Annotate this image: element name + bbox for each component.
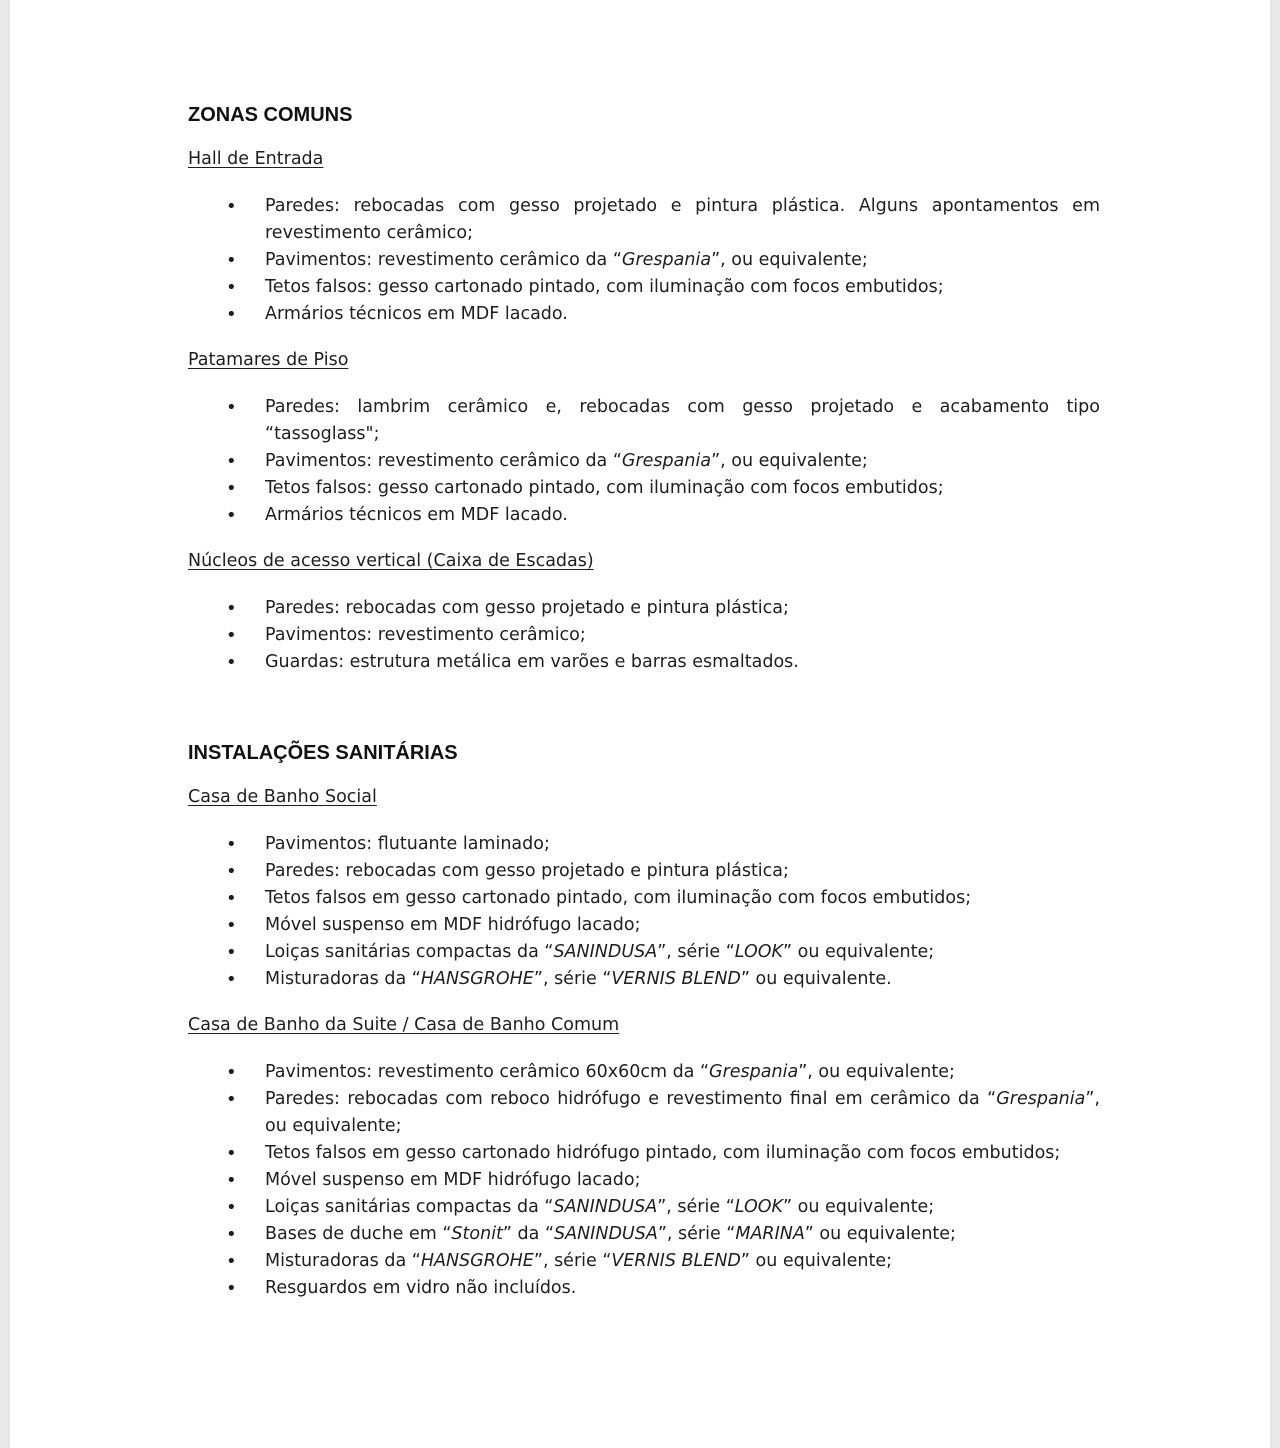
list-item	[188, 394, 1100, 448]
text-segment: ”, série “	[533, 969, 612, 989]
subsection-heading-casa-de-banho-social: Casa de Banho Social	[188, 787, 377, 807]
italic-text: SANINDUSA	[554, 1224, 658, 1244]
italic-text: LOOK	[734, 1197, 784, 1217]
text-segment: Loiças sanitárias compactas da “	[265, 1197, 554, 1217]
list-item	[188, 649, 1100, 676]
italic-text: Grespania	[621, 451, 712, 471]
list-item	[188, 1248, 1100, 1275]
list-item	[188, 448, 1100, 475]
italic-text: VERNIS BLEND	[611, 969, 741, 989]
list-item	[188, 939, 1100, 966]
text-segment: ” ou equivalente;	[740, 1251, 893, 1271]
italic-text: VERNIS BLEND	[611, 1251, 741, 1271]
text-segment: Pavimentos: revestimento cerâmico;	[265, 625, 586, 645]
subsection-heading-casa-de-banho-da-suite-casa-de-banho-comum: Casa de Banho da Suite / Casa de Banho Comum	[188, 1015, 620, 1035]
text-segment: ”, série “	[533, 1251, 612, 1271]
list-item	[188, 1167, 1100, 1194]
text-segment: Armários técnicos em MDF lacado.	[265, 304, 568, 324]
text-segment: Paredes: rebocadas com gesso projetado e pintura plástica;	[265, 598, 789, 618]
subsection-heading-nucleos-de-acesso-vertical-caixa-de-escadas: Núcleos de acesso vertical (Caixa de Escadas)	[188, 551, 594, 571]
text-segment: ”, ou equivalente;	[798, 1062, 955, 1082]
italic-text: Stonit	[451, 1224, 503, 1244]
list-item	[188, 885, 1100, 912]
text-segment: Bases de duche em “	[265, 1224, 452, 1244]
section-heading-instalacoes-sanitarias: INSTALAÇÕES SANITÁRIAS	[188, 742, 458, 764]
italic-text: SANINDUSA	[553, 1197, 658, 1217]
text-segment: ”, ou equivalente;	[265, 1089, 1100, 1136]
text-segment: ”, série “	[657, 942, 735, 962]
text-segment: Resguardos em vidro não incluídos.	[265, 1278, 577, 1298]
bullet-list	[188, 831, 1100, 993]
italic-text: LOOK	[734, 942, 784, 962]
text-segment: Guardas: estrutura metálica em varões e barras esmaltados.	[265, 652, 799, 672]
list-item	[188, 1275, 1100, 1302]
list-item	[188, 1194, 1100, 1221]
text-segment: Pavimentos: revestimento cerâmico 60x60cm da “	[265, 1062, 710, 1082]
bullet-list	[188, 394, 1100, 529]
document-page	[10, 0, 1270, 1448]
text-segment: Paredes: rebocadas com reboco hidrófugo e revestimento final em cerâmico da “	[265, 1089, 997, 1109]
subsection-heading-patamares-de-piso: Patamares de Piso	[188, 350, 349, 370]
italic-text: SANINDUSA	[553, 942, 658, 962]
text-segment: ”, série “	[657, 1197, 735, 1217]
text-segment: ” ou equivalente.	[740, 969, 892, 989]
text-segment: Pavimentos: flutuante laminado;	[265, 834, 550, 854]
list-item	[188, 595, 1100, 622]
list-item	[188, 502, 1100, 529]
bullet-list	[188, 1059, 1100, 1302]
subsection-heading-hall-de-entrada: Hall de Entrada	[188, 149, 324, 169]
italic-text: HANSGROHE	[420, 969, 534, 989]
text-segment: ” da “	[502, 1224, 555, 1244]
text-segment: Loiças sanitárias compactas da “	[265, 942, 554, 962]
list-item	[188, 193, 1100, 247]
text-segment: Paredes: rebocadas com gesso projetado e pintura plástica. Alguns apontamentos em revestimento cerâmico;	[265, 196, 1100, 243]
text-segment: ” ou equivalente;	[783, 942, 935, 962]
italic-text: HANSGROHE	[420, 1251, 534, 1271]
text-segment: Paredes: rebocadas com gesso projetado e pintura plástica;	[265, 861, 789, 881]
section-heading-zonas-comuns: ZONAS COMUNS	[188, 104, 353, 126]
bullet-list	[188, 193, 1100, 328]
text-segment: ”, ou equivalente;	[711, 451, 868, 471]
list-item	[188, 274, 1100, 301]
list-item	[188, 622, 1100, 649]
text-segment: Pavimentos: revestimento cerâmico da “	[265, 451, 622, 471]
bullet-list	[188, 595, 1100, 676]
list-item	[188, 966, 1100, 993]
list-item	[188, 301, 1100, 328]
list-item	[188, 475, 1100, 502]
text-segment: Tetos falsos em gesso cartonado hidrófugo pintado, com iluminação com focos embutidos;	[265, 1143, 1061, 1163]
text-segment: ”, série “	[657, 1224, 736, 1244]
text-segment: Tetos falsos em gesso cartonado pintado, com iluminação com focos embutidos;	[265, 888, 972, 908]
text-segment: Móvel suspenso em MDF hidrófugo lacado;	[265, 915, 641, 935]
list-item	[188, 1086, 1100, 1140]
document-body	[188, 100, 1100, 1321]
list-item	[188, 858, 1100, 885]
list-item	[188, 1059, 1100, 1086]
italic-text: Grespania	[621, 250, 712, 270]
italic-text: MARINA	[735, 1224, 805, 1244]
text-segment: Pavimentos: revestimento cerâmico da “	[265, 250, 622, 270]
text-segment: ” ou equivalente;	[804, 1224, 956, 1244]
text-segment: Tetos falsos: gesso cartonado pintado, com iluminação com focos embutidos;	[265, 277, 944, 297]
list-item	[188, 912, 1100, 939]
text-segment: Misturadoras da “	[265, 1251, 421, 1271]
text-segment: Paredes: lambrim cerâmico e, rebocadas com gesso projetado e acabamento tipo “tassoglass";	[265, 397, 1100, 444]
text-segment: Tetos falsos: gesso cartonado pintado, com iluminação com focos embutidos;	[265, 478, 944, 498]
text-segment: ”, ou equivalente;	[711, 250, 868, 270]
list-item	[188, 247, 1100, 274]
text-segment: Móvel suspenso em MDF hidrófugo lacado;	[265, 1170, 641, 1190]
text-segment: ” ou equivalente;	[783, 1197, 935, 1217]
list-item	[188, 1140, 1100, 1167]
list-item	[188, 831, 1100, 858]
italic-text: Grespania	[996, 1089, 1086, 1109]
text-segment: Misturadoras da “	[265, 969, 421, 989]
italic-text: Grespania	[709, 1062, 799, 1082]
text-segment: Armários técnicos em MDF lacado.	[265, 505, 568, 525]
list-item	[188, 1221, 1100, 1248]
